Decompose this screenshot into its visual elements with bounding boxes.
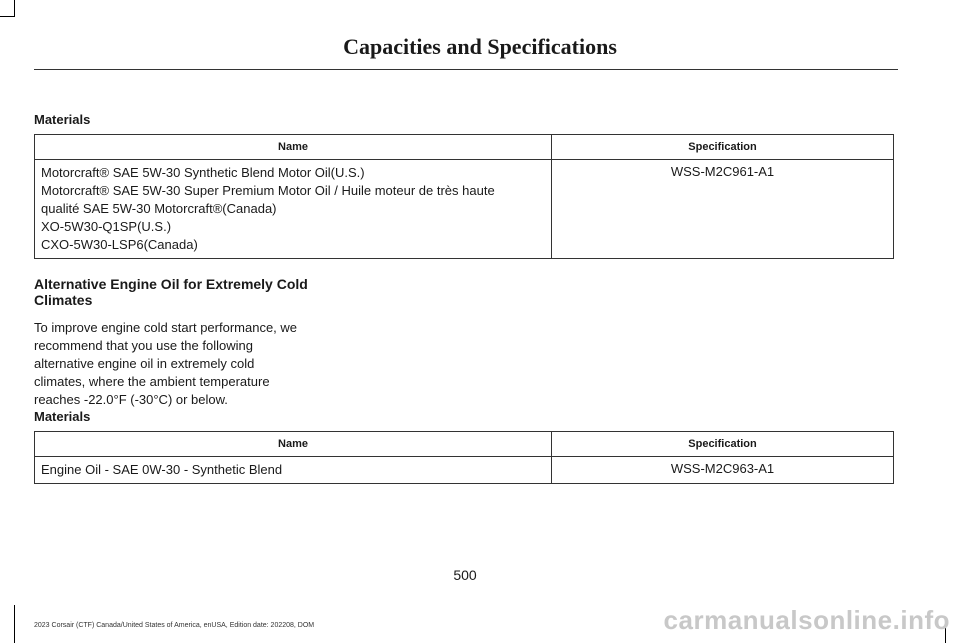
name-line: CXO-5W30-LSP6(Canada) xyxy=(41,237,198,252)
crop-mark xyxy=(14,0,15,16)
crop-mark xyxy=(14,605,15,643)
name-line: Motorcraft® SAE 5W-30 Super Premium Motor Oil / Huile moteur de très haute xyxy=(41,183,495,198)
table-row xyxy=(35,160,894,259)
watermark: carmanualsonline.info xyxy=(663,605,950,635)
table-cell-name: Engine Oil - SAE 0W-30 - Synthetic Blend xyxy=(35,457,552,484)
materials-label: Materials xyxy=(34,409,91,424)
column-header-specification: Specification xyxy=(552,432,894,457)
table-cell-name xyxy=(35,160,552,259)
table-header-row xyxy=(35,432,894,457)
table-header-row xyxy=(35,135,894,160)
page-number: 500 xyxy=(453,567,477,583)
title-divider xyxy=(34,69,898,70)
section-body: To improve engine cold start performance, we recommend that you use the following alternative engine oil in extremely cold climates, where the ambient temperature reaches -22.0°F (-30°C) or below. xyxy=(34,320,298,407)
name-line: Motorcraft® SAE 5W-30 Synthetic Blend Motor Oil(U.S.) xyxy=(41,165,365,180)
column-header-specification: Specification xyxy=(552,135,894,160)
table-row xyxy=(35,457,894,484)
table-cell-specification: WSS-M2C963-A1 xyxy=(552,457,894,484)
page-title: Capacities and Specifications xyxy=(343,34,617,59)
section-heading: Alternative Engine Oil for Extremely Cold Climates xyxy=(34,276,308,308)
name-line: qualité SAE 5W-30 Motorcraft®(Canada) xyxy=(41,201,277,216)
materials-table xyxy=(34,134,894,259)
materials-table xyxy=(34,431,894,484)
materials-label: Materials xyxy=(34,112,91,127)
crop-mark xyxy=(0,16,15,17)
column-header-name: Name xyxy=(35,135,552,160)
table-cell-specification: WSS-M2C961-A1 xyxy=(552,160,894,259)
name-line: XO-5W30-Q1SP(U.S.) xyxy=(41,219,172,234)
edition-footer: 2023 Corsair (CTF) Canada/United States of America, enUSA, Edition date: 202208, DOM xyxy=(34,622,315,629)
column-header-name: Name xyxy=(35,432,552,457)
